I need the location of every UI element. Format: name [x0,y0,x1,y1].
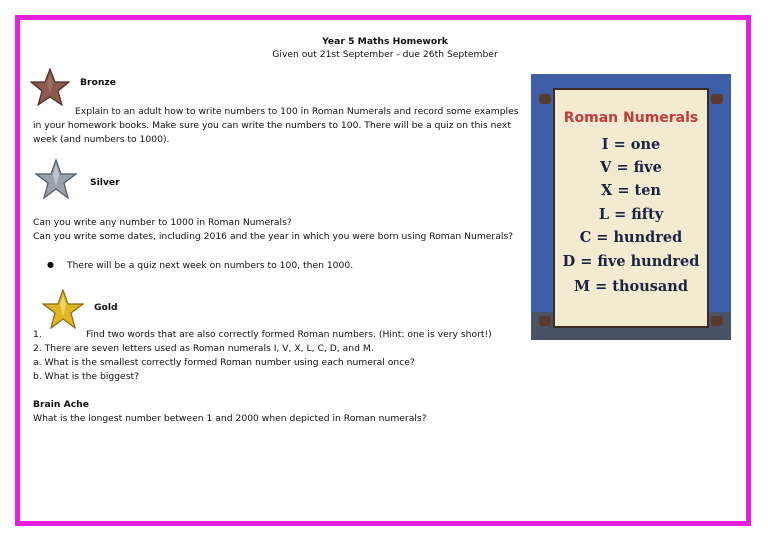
poster-line-i: I = one [601,136,661,153]
gold-number-1: 1. [33,329,42,340]
gold-heading: Gold [94,302,118,313]
scroll-rod-right-bottom [711,316,723,326]
roman-numerals-poster [531,74,731,340]
gold-star-icon [42,289,84,329]
silver-text-line1: Can you write any number to 1000 in Roman Numerals? [33,217,292,228]
scroll-rod-right-top [711,94,723,104]
brain-ache-heading: Brain Ache [33,399,89,410]
gold-text-line1: Find two words that are also correctly formed Roman numbers. (Hint: one is very short!) [86,329,492,340]
bronze-star-icon [30,68,70,106]
bronze-heading: Bronze [80,77,116,88]
silver-bullet-text: There will be a quiz next week on numbers to 100, then 1000. [67,260,354,271]
silver-text-line2: Can you write some dates, including 2016 and the year in which you were born using Roman Numerals? [33,231,514,242]
poster-line-l: L = fifty [598,206,664,223]
page-subtitle: Given out 21st September - due 26th September [272,49,498,60]
gold-text-line3: a. What is the smallest correctly formed Roman number using each numeral once? [33,357,415,368]
page-title: Year 5 Maths Homework [322,36,448,47]
silver-star-icon [35,159,77,199]
gold-text-line4: b. What is the biggest? [33,371,139,382]
bronze-text-line3: week (and numbers to 1000). [33,134,170,145]
scroll-rod-left-top [539,94,551,104]
brain-ache-question: What is the longest number between 1 and 2000 when depicted in Roman numerals? [33,413,427,424]
poster-title: Roman Numerals [563,110,699,126]
poster-line-m: M = thousand [574,278,688,295]
bronze-text-line1: Explain to an adult how to write numbers to 100 in Roman Numerals and record some examples [75,106,519,117]
scroll-rod-left-bottom [539,316,551,326]
bullet-dot: ● [47,260,54,269]
poster-line-c: C = hundred [579,229,683,246]
poster-line-v: V = five [600,159,662,176]
silver-heading: Silver [90,177,120,188]
bronze-text-line2: in your homework books. Make sure you can write the numbers to 100. There will be a quiz on this next [33,120,511,131]
poster-line-d: D = five hundred [562,253,700,270]
poster-line-x: X = ten [601,182,661,199]
gold-text-line2: 2. There are seven letters used as Roman numerals I, V, X, L, C, D, and M. [33,343,374,354]
